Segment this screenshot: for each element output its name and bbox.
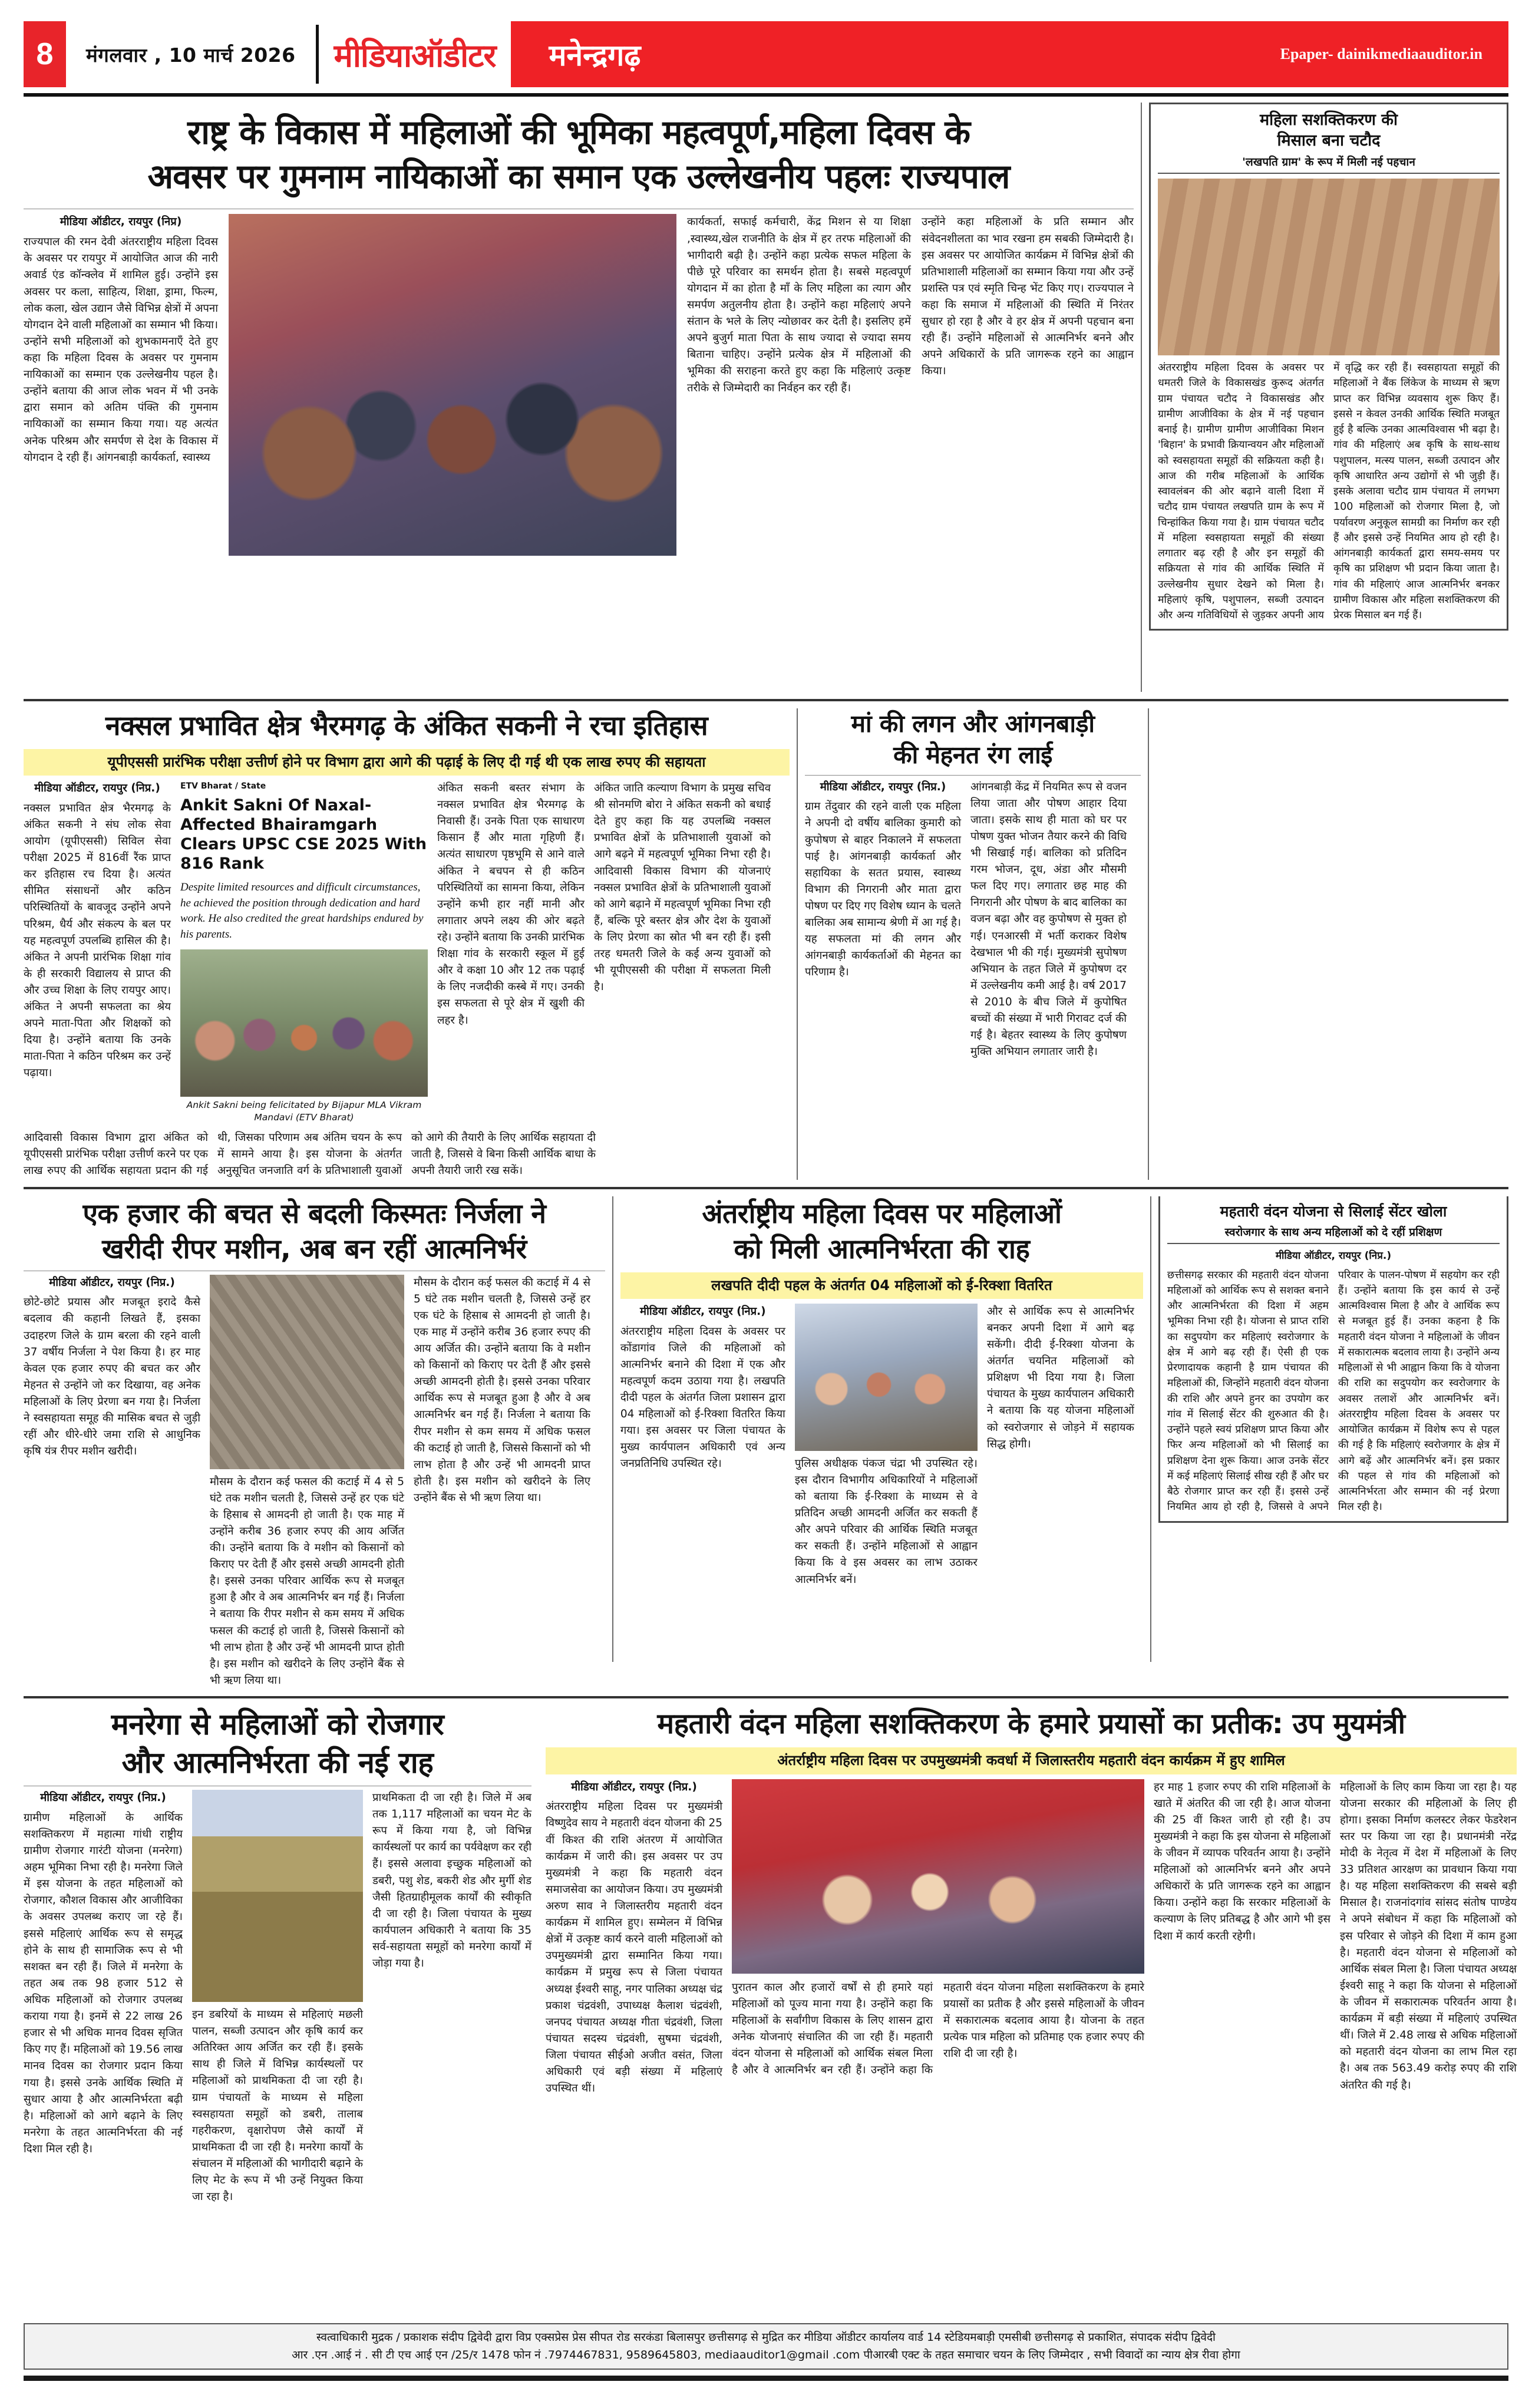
footer-rule <box>24 2376 1508 2381</box>
publication-date: मंगलवार , 10 मार्च 2026 <box>86 43 296 67</box>
ankit-kicker: यूपीएससी प्रारंभिक परीक्षा उत्तीर्ण होने पर विभाग द्वारा आगे की पढ़ाई के लिए दी गई थी एक लाख रुपए की सहायता <box>24 749 790 776</box>
section-divider-3 <box>24 1696 1508 1698</box>
maa-headline-line2: की मेहनत रंग लाई <box>893 741 1052 770</box>
maa-byline: मीडिया ऑडीटर, रायपुर (निप्र.) <box>820 780 946 793</box>
nirjala-byline: मीडिया ऑडीटर, रायपुर (निप्र.) <box>49 1276 175 1289</box>
intl-byline: मीडिया ऑडीटर, रायपुर (निप्र.) <box>640 1305 766 1318</box>
masthead-rule <box>24 93 1508 97</box>
mahtari-col3: हर माह 1 हजार रुपए की राशि महिलाओं के खाते में अंतरित की जा रही है। आज योजना की 25 वीं किश्त जारी हो रही है। उप मुख्यमंत्री ने कहा कि इस योजना से महिलाओं के जीवन में व्यापक परिवर्तन आया है। उन्होंने महिलाओं को आत्मनिर्भर बनने और अपने अधिकारों के प्रति जागरूक रहने का आह्वान किया। उन्होंने कहा कि सरकार महिलाओं के कल्याण के लिए प्रतिबद्ध है और आगे भी इस दिशा में कार्य करती रहेगी। <box>1154 1780 1330 1942</box>
mahtari-col4: महिलाओं के लिए काम किया जा रहा है। यह योजना सरकार की महिलाओं के लिए ही होगा। इसका निर्माण कलस्टर लेकर फेडरेशन स्तर पर किया जा रहा है। प्रधानमंत्री नरेंद्र मोदी के नेतृत्व में देश में महिलाओं के लिए 33 प्रतिशत आरक्षण का प्रावधान किया गया है। यह महिला सशक्तिकरण की सबसे बड़ी मिसाल है। राजनांदगांव सांसद संतोष पाण्डेय ने अपने संबोधन में कहा कि महिलाओं को इस परिवार से जोड़ने की दिशा में काम हुआ है। महतारी वंदन योजना से महिलाओं को आर्थिक संबल मिला है। जिला पंचायत अध्यक्ष ईश्वरी साहू ने कहा कि योजना से महिलाओं के जीवन में सकारात्मक परिवर्तन आया है। कार्यक्रम में बड़ी संख्या में महिलाएं उपस्थित थीं। जिले में 2.48 लाख से अधिक महिलाओं को महतारी वंदन योजना का लाभ मिल रहा है। अब तक 563.49 करोड़ रुपए की राशि अंतरित की गई है। <box>1340 1780 1517 2092</box>
manrega-headline-line1: मनरेगा से महिलाओं को रोजगार <box>111 1707 444 1742</box>
lead-headline-line1: राष्ट्र के विकास में महिलाओं की भूमिका महत्वपूर्ण,महिला दिवस के <box>187 113 970 152</box>
third-zone <box>24 1196 1508 1689</box>
fourth-zone <box>24 1706 1517 2236</box>
ankit-en-headline: Ankit Sakni Of Naxal-Affected Bhairamgarh Clears UPSC CSE 2025 With 816 Rank <box>180 796 427 873</box>
vertical-rule <box>1141 103 1142 692</box>
sidebar-top-subhead: 'लखपति ग्राम' के रूप में मिली नई पहचान <box>1158 151 1500 174</box>
imprint-line2: आर .एन .आई नं . सी टी एच आई एन /25/र 1478 फोन नं .7974467831, 9589645803, mediaauditor1@gmail .com पीआरबी एक्ट के तहत समाचार चयन के लिए जिम्मेदार , सभी विवादों का न्याय क्षेत्र रीवा होगा <box>292 2348 1240 2361</box>
story-intl <box>620 1196 1143 1689</box>
intl-col1: अंतरराष्ट्रीय महिला दिवस के अवसर पर कोंडागांव जिले की महिलाओं को आत्मनिर्भर बनाने की दिशा में एक और महत्वपूर्ण कदम उठाया गया है। लखपति दीदी पहल के अंतर्गत जिला प्रशासन द्वारा 04 महिलाओं को ई-रिक्शा वितरित किया गया। इस अवसर पर जिला पंचायत के मुख्य कार्यपालन अधिकारी एवं अन्य जनप्रतिनिधि उपस्थित रहे। <box>620 1325 785 1470</box>
sidebar-bottom-box <box>1158 1196 1508 1523</box>
nirjala-photo <box>210 1275 404 1469</box>
story-ankit <box>24 708 790 1180</box>
third-zone-left <box>24 1196 1143 1689</box>
sidebar-bottom-text: छत्तीसगढ़ सरकार की महतारी वंदन योजना महिलाओं को आर्थिक रूप से सशक्त बनाने और आत्मनिर्भरता की दिशा में अहम भूमिका निभा रही है। योजना से प्राप्त राशि का सदुपयोग कर महिलाएं स्वरोजगार के क्षेत्र में आगे बढ़ रही हैं। ऐसी ही एक प्रेरणादायक कहानी है ग्राम पंचायत की महिलाओं की, जिन्होंने महतारी वंदन योजना की राशि और अपने हुनर का उपयोग कर गांव में सिलाई सेंटर की शुरुआत की है। उन्होंने पहले स्वयं प्रशिक्षण प्राप्त किया और फिर अन्य महिलाओं को भी सिलाई का प्रशिक्षण देना शुरू किया। आज उनके सेंटर में कई महिलाएं सिलाई सीख रही हैं और घर बैठे रोजगार प्राप्त कर रही हैं। इससे उन्हें नियमित आय हो रही है, जिससे वे अपने परिवार के पालन-पोषण में सहयोग कर रही हैं। उन्होंने बताया कि इस कार्य से उन्हें आत्मविश्वास मिला है और वे आर्थिक रूप से मजबूत हुई हैं। उनका कहना है कि महतारी वंदन योजना ने महिलाओं के जीवन में सकारात्मक बदलाव लाया है। उन्होंने अन्य महिलाओं से भी आह्वान किया कि वे योजना की राशि का सदुपयोग कर स्वरोजगार के अवसर तलाशें और आत्मनिर्भर बनें। अंतरराष्ट्रीय महिला दिवस के अवसर पर आयोजित कार्यक्रम में विशेष रूप से पहल की गई है कि महिलाएं स्वरोजगार के क्षेत्र में आगे बढ़ें और आत्मनिर्भर बनें। इस प्रकार की पहल से गांव की महिलाओं को आत्मनिर्भरता और सम्मान की नई प्रेरणा मिल रही है। <box>1167 1269 1500 1513</box>
nirjala-headline-line2: खरीदी रीपर मशीन, अब बन रहीं आत्मनिर्भरं <box>102 1232 527 1265</box>
lead-col2: कार्यकर्ता, सफाई कर्मचारी, केंद्र मिशन से या शिक्षा ,स्वास्थ्य,खेल राजनीति के क्षेत्र में हर तरफ महिलाओं की भागीदारी बढ़ी है। उन्होंने कहा प्रत्येक सफल महिला के पीछे पूरे परिवार का समर्थन होता है। सबसे महत्वपूर्ण योगदान में का होता है माँ के लिए महिला का त्याग और समर्पण अतुलनीय होता है। उन्होंने कहा महिलाएं अपने संतान के भले के लिए न्योछावर कर देती है। इसलिए हमें अपने बुजुर्ग माता पिता के साथ ज्यादा से ज्यादा समय बिताना चाहिए। उन्होंने प्रत्येक क्षेत्र में महिलाओं की भूमिका की सराहना करते हुए कहा कि महिलाएं उत्कृष्ट तरीके से जिम्मेदारी का निर्वहन कर रही हैं। <box>687 216 911 394</box>
sidebar-top-story <box>1149 103 1508 692</box>
sidebar-bottom-subhead: स्वरोजगार के साथ अन्य महिलाओं को दे रहीं प्रशिक्षण <box>1167 1221 1500 1244</box>
story-mahtari <box>546 1706 1517 2236</box>
ankit-byline: मीडिया ऑडीटर, रायपुर (निप्र.) <box>34 781 160 794</box>
intl-photo <box>795 1304 978 1451</box>
maa-col2: आंगनबाड़ी केंद्र में नियमित रूप से वजन लिया जाता और पोषण आहार दिया जाता। इसके साथ ही माता को घर पर पोषण युक्त भोजन तैयार करने की विधि भी सिखाई गई। बालिका को प्रतिदिन गरम भोजन, दूध, अंडा और मौसमी फल दिए गए। लगातार छह माह की निगरानी और पोषण के बाद बालिका का वजन बढ़ा और वह कुपोषण से मुक्त हो गई। एनआरसी में भर्ती कराकर विशेष देखभाल भी की गई। मुख्यमंत्री सुपोषण अभियान के तहत जिले में कुपोषण दर में उल्लेखनीय कमी आई है। वर्ष 2017 से 2010 के बीच जिले में कुपोषित बच्चों की संख्या में भारी गिरावट दर्ज की गई है। बेहतर स्वास्थ्य के लिए कुपोषण मुक्ति अभियान लगातार जारी है। <box>970 780 1127 1058</box>
maa-headline <box>805 708 1141 771</box>
lead-col3: उन्होंने कहा महिलाओं के प्रति सम्मान और संवेदनशीलता का भाव रखना हम सबकी जिम्मेदारी है। इस अवसर पर आयोजित कार्यक्रम में विभिन्न क्षेत्रों की प्रतिभाशाली महिलाओं का सम्मान किया गया और उन्हें प्रशस्ति पत्र एवं स्मृति चिन्ह भेंट किए गए। राज्यपाल ने कहा कि समाज में महिलाओं की स्थिति में निरंतर सुधार हो रहा है और वे हर क्षेत्र में अपनी पहचान बना रही हैं। उन्होंने महिलाओं से आत्मनिर्भर बनने और अपने अधिकारों के प्रति जागरूक रहने का आह्वान किया। <box>922 216 1134 378</box>
sidebar-top-text: अंतरराष्ट्रीय महिला दिवस के अवसर पर धमतरी जिले के विकासखंड कुरूद अंतर्गत ग्राम पंचायत चटौद ने विकासखंड और ग्रामीण आजीविका के क्षेत्र में नई पहचान बनाई है। ग्रामीण ग्रामीण आजीविका मिशन 'बिहान' के प्रभावी क्रियान्वयन और महिलाओं को स्वसहायता समूहों की सक्रियता कही है। आज की गरीब महिलाओं के आर्थिक स्वावलंबन की ओर बढ़ाने वाली दिशा में चटौद ग्राम पंचायत लखपति ग्राम के रूप में चिन्हांकित किया गया है। ग्राम पंचायत चटौद में महिला स्वसहायता समूहों की संख्या लगातार बढ़ रही है और इन समूहों की सक्रियता से गांव की आर्थिक स्थिति में उल्लेखनीय सुधार देखने को मिला है। महिलाएं कृषि, पशुपालन, सब्जी उत्पादन और अन्य गतिविधियों से जुड़कर अपनी आय में वृद्धि कर रही हैं। स्वसहायता समूहों की महिलाओं ने बैंक लिंकेज के माध्यम से ऋण प्राप्त कर विभिन्न व्यवसाय शुरू किए हैं। इससे न केवल उनकी आर्थिक स्थिति मजबूत हुई है बल्कि उनका आत्मविश्वास भी बढ़ा है। गांव की महिलाएं अब कृषि के साथ-साथ पशुपालन, मत्स्य पालन, सब्जी उत्पादन और कृषि आधारित अन्य उद्योगों से भी जुड़ी हैं। इसके अलावा चटौद ग्राम पंचायत में लगभग 100 महिलाओं को रोजगार मिला है, जो पर्यावरण अनुकूल सामग्री का निर्माण कर रही हैं और इससे उन्हें नियमित आय हो रही है। आंगनबाड़ी कार्यकर्ता द्वारा समय-समय पर कृषि का प्रशिक्षण भी प्रदान किया जाता है। गांव की महिलाएं आज आत्मनिर्भर बनकर ग्रामीण विकास और महिला सशक्तिकरण की प्रेरक मिसाल बन गई हैं। <box>1157 362 1500 622</box>
intl-col2: पुलिस अधीक्षक पंकज चंद्रा भी उपस्थित रहे। इस दौरान विभागीय अधिकारियों ने महिलाओं को बताया कि ई-रिक्शा के माध्यम से वे प्रतिदिन अच्छी आमदनी अर्जित कर सकती हैं और अपने परिवार की आर्थिक स्थिति मजबूत कर सकती हैं। उन्होंने महिलाओं से आह्वान किया कि वे इस अवसर का लाभ उठाकर आत्मनिर्भर बनें। <box>794 1457 978 1586</box>
sidebar-top-box <box>1149 103 1508 631</box>
epaper-url[interactable]: Epaper- dainikmediaauditor.in <box>1280 45 1483 62</box>
top-zone <box>24 103 1508 692</box>
maa-col1: ग्राम तेंदुवार की रहने वाली एक महिला ने अपनी दो वर्षीय बालिका कुमारी को कुपोषण से बाहर निकालने में सफलता पाई है। आंगनबाड़ी कार्यकर्ता और सहायिका के सतत प्रयास, स्वास्थ्य विभाग की निगरानी और माता द्वारा पोषण पर दिए गए विशेष ध्यान के चलते बालिका अब सामान्य श्रेणी में आ गई है। यह सफलता मां की लगन और आंगनबाड़ी कार्यकर्ताओं की मेहनत का परिणाम है। <box>805 800 961 979</box>
sidebar-top-headline-line1: महिला सशक्तिकरण की <box>1259 111 1398 129</box>
ankit-headline: नक्सल प्रभावित क्षेत्र भैरमगढ़ के अंकित सकनी ने रचा इतिहास <box>105 710 708 741</box>
second-zone-right <box>1156 708 1508 1180</box>
mahtari-headline: महतारी वंदन महिला सशक्तिकरण के हमारे प्रयासों का प्रतीक: उप मुयमंत्री <box>657 1707 1405 1741</box>
maa-rule <box>805 775 1141 776</box>
sidebar-top-headline-line2: मिसाल बना चटौद <box>1277 131 1381 150</box>
sidebar-top-headline <box>1158 110 1500 151</box>
vertical-rule-2 <box>797 708 798 1180</box>
lead-col1: राज्यपाल की रमन देवी अंतरराष्ट्रीय महिला दिवस के अवसर पर रायपुर में आयोजित आज की नारी अवार्ड एंड कॉन्क्लेव में शामिल हुई। उन्होंने इस अवसर पर कला, साहित्य, शिक्षा, ड्रामा, फिल्म, लोक कला, खेल उद्यान जैसे विभिन्न क्षेत्रों में अपना योगदान देने वाली महिलाओं का सम्मान भी किया। उन्होंने सभी महिलाओं को शुभकामनाएँ देते हुए कहा कि महिला दिवस के अवसर पर गुमनाम नायिकाओं का सम्मान एक उल्लेखनीय पहल है। उन्होंने बताया की आज लोक भवन में भी उनके द्वारा समान को अतिम पंक्ति की गुमनाम नायिकाओं का सम्मान किया गया। यह अत्यंत अनेक परिश्रम और समर्पण से देश के विकास में योगदान दे रही हैं। आंगनबाड़ी कार्यकर्ता, स्वास्थ्य <box>24 236 218 464</box>
page-number: 8 <box>24 21 66 87</box>
masthead-edition-bar <box>511 21 1508 87</box>
nirjala-col2b: मौसम के दौरान कई फसल की कटाई में 4 से 5 घंटे तक मशीन चलती है, जिससे उन्हें हर एक घंटे के हिसाब से आमदनी हो जाती है। एक माह में उन्होंने करीब 36 हजार रुपए की आय अर्जित की। उन्होंने बताया कि वे मशीन को किसानों को किराए पर देती हैं और इससे अच्छी आमदनी होती है। इससे उनका परिवार आर्थिक रूप से मजबूत हुआ है और वे अब आत्मनिर्भर बन गई हैं। निर्जला ने बताया कि रीपर मशीन से कम समय में अधिक फसल की कटाई हो जाती है, जिससे किसानों को भी लाभ होता है और उन्हें भी आमदनी प्राप्त होती है। इस मशीन को खरीदने के लिए उन्होंने बैंक से भी ऋण लिया था। <box>414 1276 590 1505</box>
manrega-col3: प्राथमिकता दी जा रही है। जिले में अब तक 1,117 महिलाओं का चयन मेट के रूप में किया गया है, जो विभिन्न कार्यस्थलों पर कार्य का पर्यवेक्षण कर रही हैं। इससे अलावा इच्छुक महिलाओं को डबरी, पशु शेड, बकरी शेड और मुर्गी शेड जैसी हितग्राहीमूलक कार्यों की स्वीकृति दी जा रही है। जिला पंचायत के मुख्य कार्यपालन अधिकारी ने बताया कि 35 सर्व-सहायता समूहों को मनरेगा कार्यों में जोड़ा गया है। <box>372 1792 531 1970</box>
vertical-rule-3 <box>1148 708 1149 1180</box>
mahtari-col2: पुरातन काल और हजारों वर्षों से ही हमारे यहां महिलाओं को पूज्य माना गया है। उन्होंने कहा कि महिलाओं के सर्वांगीण विकास के लिए शासन द्वारा अनेक योजनाएं संचालित की जा रही हैं। महतारी वंदन योजना से महिलाओं को आर्थिक संबल मिला है और वे आत्मनिर्भर बन रही हैं। उन्होंने कहा कि महतारी वंदन योजना महिला सशक्तिकरण के हमारे प्रयासों का प्रतीक है और इससे महिलाओं के जीवन में सकारात्मक बदलाव आया है। योजना के तहत प्रत्येक पात्र महिला को प्रतिमाह एक हजार रुपए की राशि दी जा रही है। <box>732 1981 1144 2077</box>
mahtari-photo <box>732 1779 1144 1974</box>
story-maa <box>805 708 1141 1180</box>
footer-wrap <box>24 2323 1508 2381</box>
vertical-rule-5 <box>1150 1196 1151 1662</box>
mahtari-col1: अंतरराष्ट्रीय महिला दिवस पर मुख्यमंत्री विष्णुदेव साय ने महतारी वंदन योजना की 25 वीं किश्त की राशि अंतरण में आयोजित कार्यक्रम में जारी की। इस अवसर पर उप मुख्यमंत्री ने कहा कि महतारी वंदन समाजसेवा का आयोजन किया। उप मुख्यमंत्री अरुण साव ने जिलास्तरीय महतारी वंदन कार्यक्रम में शामिल हुए। सम्मेलन में विभिन्न क्षेत्रों में उत्कृष्ट कार्य करने वाली महिलाओं को उपमुख्यमंत्री द्वारा सम्मानित किया गया। कार्यक्रम में प्रमुख रूप से जिला पंचायत अध्यक्ष ईश्वरी साहू, नगर पालिका अध्यक्ष चंद्र प्रकाश चंद्रवंशी, उपाध्यक्ष कैलाश चंद्रवंशी, जनपद पंचायत अध्यक्ष गीता चंद्रवंशी, जिला पंचायत सदस्य चंद्रवंशी, सुषमा चंद्रवंशी, जिला पंचायत सीईओ अजीत वसंत, जिला अधिकारी एवं बड़ी संख्या में महिलाएं उपस्थित थीं। <box>546 1800 722 2095</box>
manrega-photo <box>192 1790 363 2002</box>
second-zone-left <box>24 708 1141 1180</box>
nirjala-col2: मौसम के दौरान कई फसल की कटाई में 4 से 5 घंटे तक मशीन चलती है, जिससे उन्हें हर एक घंटे के हिसाब से आमदनी हो जाती है। एक माह में उन्होंने करीब 36 हजार रुपए की आय अर्जित की। उन्होंने बताया कि वे मशीन को किसानों को किराए पर देती हैं और इससे अच्छी आमदनी होती है। इससे उनका परिवार आर्थिक रूप से मजबूत हुआ है और वे अब आत्मनिर्भर बन गई हैं। निर्जला ने बताया कि रीपर मशीन से कम समय में अधिक फसल की कटाई हो जाती है, जिससे किसानों को भी लाभ होता है और उन्हें भी आमदनी प्राप्त होती है। इस मशीन को खरीदने के लिए उन्होंने बैंक से भी ऋण लिया था। <box>210 1475 404 1687</box>
intl-headline-line2: को मिली आत्मनिर्भरता की राह <box>734 1232 1030 1265</box>
ankit-photo-caption: Ankit Sakni being felicitated by Bijapur MLA Vikram Mandavi (ETV Bharat) <box>186 1100 422 1123</box>
section-divider-1 <box>24 699 1508 701</box>
second-zone <box>24 708 1508 1180</box>
intl-headline <box>620 1196 1143 1267</box>
brand-logo: मीडियाऑडीटर <box>334 37 496 74</box>
section-divider-2 <box>24 1187 1508 1189</box>
lead-photo <box>229 214 676 556</box>
manrega-col1: ग्रामीण महिलाओं के आर्थिक सशक्तिकरण में महात्मा गांधी राष्ट्रीय ग्रामीण रोजगार गारंटी योजना (मनरेगा) अहम भूमिका निभा रही है। मनरेगा जिले में इस योजना के तहत महिलाओं को रोजगार, कौशल विकास और आजीविका के अवसर उपलब्ध कराए जा रहे हैं। इससे महिलाएं आर्थिक रूप से समृद्ध होने के साथ ही सामाजिक रूप से भी सशक्त बन रही हैं। जिले में मनरेगा के तहत अब तक 98 हजार 512 से अधिक महिलाओं को रोजगार उपलब्ध कराया गया है। इनमें से 22 लाख 26 हजार से भी अधिक मानव दिवस सृजित किए गए हैं। महिलाओं को 19.56 लाख मानव दिवस का रोजगार प्रदान किया गया है। इससे उनके आर्थिक स्थिति में सुधार आया है और आत्मनिर्भरता बढ़ी है। महिलाओं को आगे बढ़ाने के लिए मनरेगा के तहत आत्मनिर्भरता की नई दिशा मिल रही है। <box>24 1811 183 2155</box>
lead-story <box>24 103 1134 692</box>
intl-headline-line1: अंतर्राष्ट्रीय महिला दिवस पर महिलाओं <box>702 1198 1062 1229</box>
manrega-col2: इन डबरियों के माध्यम से महिलाएं मछली पालन, सब्जी उत्पादन और कृषि कार्य कर अतिरिक्त आय अर्जित कर रही हैं। इसके साथ ही जिले में विभिन्न कार्यस्थलों पर महिलाओं को प्राथमिकता दी जा रही है। ग्राम पंचायतों के माध्यम से महिला स्वसहायता समूहों को डबरी, तालाब गहरीकरण, वृक्षारोपण जैसे कार्यों में प्राथमिकता दी जा रही है। मनरेगा कार्यों के संचालन में महिलाओं की भागीदारी बढ़ाने के लिए मेट के रूप में भी उन्हें नियुक्त किया जा रहा है। <box>192 2008 363 2204</box>
mahtari-byline: मीडिया ऑडीटर, रायपुर (निप्र.) <box>571 1780 697 1793</box>
edition-city: मनेन्द्रगढ़ <box>549 38 641 72</box>
ankit-photo <box>180 949 428 1097</box>
imprint-line1: स्वत्वाधिकारी मुद्रक / प्रकाशक संदीप द्विवेदी द्वारा विप्र एक्सप्रेस प्रेस सीपत रोड सरकंडा बिलासपुर छत्तीसगढ़ से मुद्रित कर मीडिया ऑडीटर कार्यालय वार्ड 14 स्टेडियमबाड़ी एमसीबी छत्तीसगढ़ से प्रकाशित, संपादक संदीप द्विवेदी <box>316 2331 1216 2344</box>
nirjala-headline <box>24 1196 605 1267</box>
lead-headline-line2: अवसर पर गुमनाम नायिकाओं का समान एक उल्लेखनीय पहलः राज्यपाल <box>147 157 1010 197</box>
nirjala-headline-line1: एक हजार की बचत से बदली किस्मतः निर्जला ने <box>82 1198 546 1229</box>
mahtari-kicker: अंतर्राष्ट्रीय महिला दिवस पर उपमुख्यमंत्री कवर्धा में जिलास्तरीय महतारी वंदन कार्यक्रम में हुए शामिल <box>546 1747 1517 1774</box>
sidebar-bottom-headline: महतारी वंदन योजना से सिलाई सेंटर खोला <box>1220 1203 1447 1220</box>
lead-byline: मीडिया ऑडीटर, रायपुर (निप्र) <box>60 216 182 229</box>
manrega-headline-line2: और आत्मनिर्भरता की नई राह <box>121 1746 434 1780</box>
sidebar-bottom-story <box>1158 1196 1508 1689</box>
ankit-col4: आदिवासी विकास विभाग द्वारा अंकित को यूपीएससी प्रारंभिक परीक्षा उत्तीर्ण करने पर एक लाख रुपए की आर्थिक सहायता प्रदान की गई थी, जिसका परिणाम अब अंतिम चयन के रूप में सामने आया है। इस योजना के अंतर्गत अनुसूचित जनजाति वर्ग के प्रतिभाशाली युवाओं को आगे की तैयारी के लिए आर्थिक सहायता दी जाती है, जिससे वे बिना किसी आर्थिक बाधा के अपनी तैयारी जारी रख सकें। <box>24 1132 596 1177</box>
vertical-rule-4 <box>612 1196 613 1662</box>
imprint <box>24 2323 1508 2370</box>
sidebar-bottom-byline: मीडिया ऑडीटर, रायपुर (निप्र.) <box>1275 1250 1392 1262</box>
story-manrega <box>24 1706 531 2236</box>
lead-headline <box>24 103 1134 205</box>
ankit-en-source: ETV Bharat / State <box>180 781 266 791</box>
ankit-en-standfirst: Despite limited resources and difficult circumstances, he achieved the position through dedication and hard work. He also credited the great hardships endured by his parents. <box>180 881 424 941</box>
story-nirjala <box>24 1196 605 1689</box>
manrega-headline <box>24 1706 531 1782</box>
ankit-col2: अंकित सकनी बस्तर संभाग के नक्सल प्रभावित क्षेत्र भैरमगढ़ के निवासी हैं। उनके पिता एक साधारण किसान हैं और माता गृहिणी हैं। अत्यंत साधारण पृष्ठभूमि से आने वाले अंकित ने बचपन से ही कठिन परिस्थितियों का सामना किया, लेकिन उन्होंने कभी हार नहीं मानी और लगातार अपने लक्ष्य की ओर बढ़ते रहे। उन्होंने बताया कि उनकी प्रारंभिक शिक्षा गांव के सरकारी स्कूल में हुई और वे कक्षा 10 और 12 तक पढ़ाई के लिए नजदीकी कस्बे में गए। उनकी इस सफलता से पूरे क्षेत्र में खुशी की लहर है। <box>437 781 585 1027</box>
intl-col3: और से आर्थिक रूप से आत्मनिर्भर बनकर अपनी दिशा में आगे बढ़ सकेंगी। दीदी ई-रिक्शा योजना के अंतर्गत चयनित महिलाओं को प्रशिक्षण भी दिया गया है। जिला पंचायत के मुख्य कार्यपालन अधिकारी ने बताया कि यह योजना महिलाओं को स्वरोजगार से जोड़ने में सहायक सिद्ध होगी। <box>986 1305 1134 1450</box>
sidebar-top-photo <box>1158 179 1500 355</box>
maa-headline-line1: मां की लगन और आंगनबाड़ी <box>851 710 1095 738</box>
ankit-col1: नक्सल प्रभावित क्षेत्र भैरमगढ़ के अंकित सकनी ने संघ लोक सेवा आयोग (यूपीएससी) सिविल सेवा परीक्षा 2025 में 816वीं रैंक प्राप्त कर इतिहास रच दिया है। अत्यंत सीमित संसाधनों और कठिन परिस्थितियों के बावजूद उन्होंने अपने परिश्रम, धैर्य और संकल्प के बल पर यह महत्वपूर्ण उपलब्धि हासिल की है। अंकित ने अपनी प्रारंभिक शिक्षा गांव के ही सरकारी विद्यालय से प्राप्त की और उच्च शिक्षा के लिए रायपुर आए। अंकित ने अपनी सफलता का श्रेय अपने माता-पिता और शिक्षकों को दिया है। उन्होंने बताया कि उनके माता-पिता ने कठिन परिश्रम कर उन्हें पढ़ाया। <box>24 801 171 1080</box>
masthead <box>24 21 1508 87</box>
nirjala-col1: छोटे-छोटे प्रयास और मजबूत इरादे कैसे बदलाव की कहानी लिखते हैं, इसका उदाहरण जिले के ग्राम बरला की रहने वाली 37 वर्षीय निर्जला ने पेश किया है। हर माह केवल एक हजार रुपए की बचत कर और मेहनत से उन्होंने जो कर दिखाया, वह अनेक महिलाओं के लिए प्रेरणा बन गया है। निर्जला ने स्वसहायता समूह की मासिक बचत से जुड़ी रहीं और धीरे-धीरे जमा राशि से आधुनिक कृषि यंत्र रीपर मशीन खरीदी। <box>24 1296 200 1458</box>
ankit-col3: अंकित जाति कल्याण विभाग के प्रमुख सचिव श्री सोनमणि बोरा ने अंकित सकनी को बधाई देते हुए कहा कि यह उपलब्धि नक्सल प्रभावित क्षेत्रों के प्रतिभाशाली युवाओं को आगे बढ़ने में महत्वपूर्ण भूमिका निभा रही है। आदिवासी विकास विभाग की योजनाएं नक्सल प्रभावित क्षेत्रों के प्रतिभाशाली युवाओं को आगे बढ़ाने में महत्वपूर्ण भूमिका निभा रही हैं, बल्कि पूरे बस्तर क्षेत्र और देश के युवाओं के लिए प्रेरणा का स्रोत भी बन रही हैं। इसी तरह धमतरी जिले के कई अन्य युवाओं को भी यूपीएससी की परीक्षा में सफलता मिली है। <box>594 781 771 994</box>
intl-kicker: लखपति दीदी पहल के अंतर्गत 04 महिलाओं को ई-रिक्शा वितरित <box>620 1272 1143 1299</box>
manrega-byline: मीडिया ऑडीटर, रायपुर (निप्र.) <box>40 1792 166 1805</box>
